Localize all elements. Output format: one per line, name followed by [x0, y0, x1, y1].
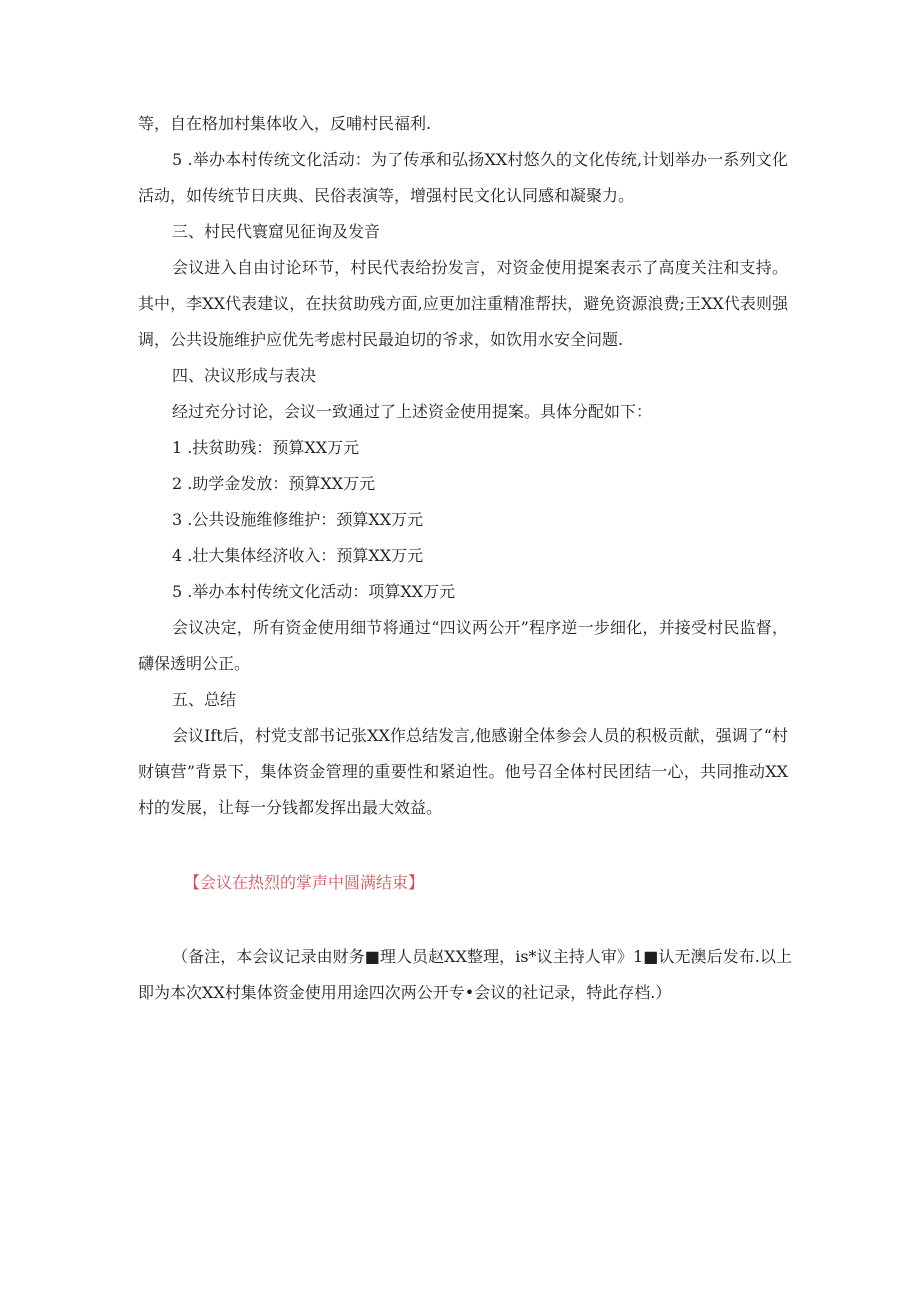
allocation-item-3: 3 .公共设施维修维护：颈算XX万元	[172, 510, 424, 529]
section-heading-5: 五、总结	[172, 690, 237, 709]
list-item-culture-activities: 5 .举办本村传统文化活动：为了传承和弘扬XX村悠久的文化传统,计划举办一系列文化活动，如传统节日庆典、民俗表演等，增强村民文化认同感和凝聚力。	[138, 150, 788, 205]
document-body	[138, 106, 788, 826]
paragraph-continuation: 等，自在格加村集体收入，反哺村民福利.	[138, 114, 432, 133]
paragraph-decision: 会议决定，所有资金使用细节将通过“四议两公开”程序逆一步细化，并接受村民监督，礴保透明公正。	[138, 618, 788, 673]
section-heading-3: 三、村民代寰窟见征询及发音	[172, 222, 381, 241]
paragraph-resolution: 经过充分讨论，会议一致通过了上述资金使用提案。具体分配如下：	[172, 402, 653, 421]
remark-note	[138, 939, 792, 1011]
allocation-item-4: 4 .壮大集体经济收入：预算XX万元	[172, 546, 424, 565]
closing-statement: 【会议在热烈的掌声中圆满结束】	[184, 873, 425, 892]
allocation-item-1: 1 .扶贫助残：预算XX万元	[172, 438, 360, 457]
paragraph-discussion: 会议进入自由讨论环节，村民代表给扮发言，对资金使用提案表示了高度关注和支持。其中，李XX代表建议，在扶贫助残方面,应更加注重精准帮扶，避免资源浪费;王XX代表则强调，公共设施维护应优先考虑村民最迫切的爷求，如饮用水安全问题.	[138, 258, 788, 349]
allocation-item-2: 2 .助学金发放：预算XX万元	[172, 474, 376, 493]
remark-text: （备注，本会议记录由财务■理人员赵XX整理，is*议主持人审》1■认无澳后发布.以上即为本次XX村集体资金使用用途四次两公开专•会议的社记录，特此存档.）	[138, 947, 792, 1002]
allocation-item-5: 5 .举办本村传统文化活动：项算XX万元	[172, 582, 456, 601]
section-heading-4: 四、决议形成与表决	[172, 366, 317, 385]
paragraph-summary: 会议Ift后，村党支部书记张XX作总结发言,他感谢全体参会人员的积极贡献，强调了“村财镇营”背景下，集体资金管理的重要性和紧迫性。他号召全体村民团结一心，共同推动XX村的发展，让每一分钱都发挥出最大效益。	[138, 726, 788, 817]
